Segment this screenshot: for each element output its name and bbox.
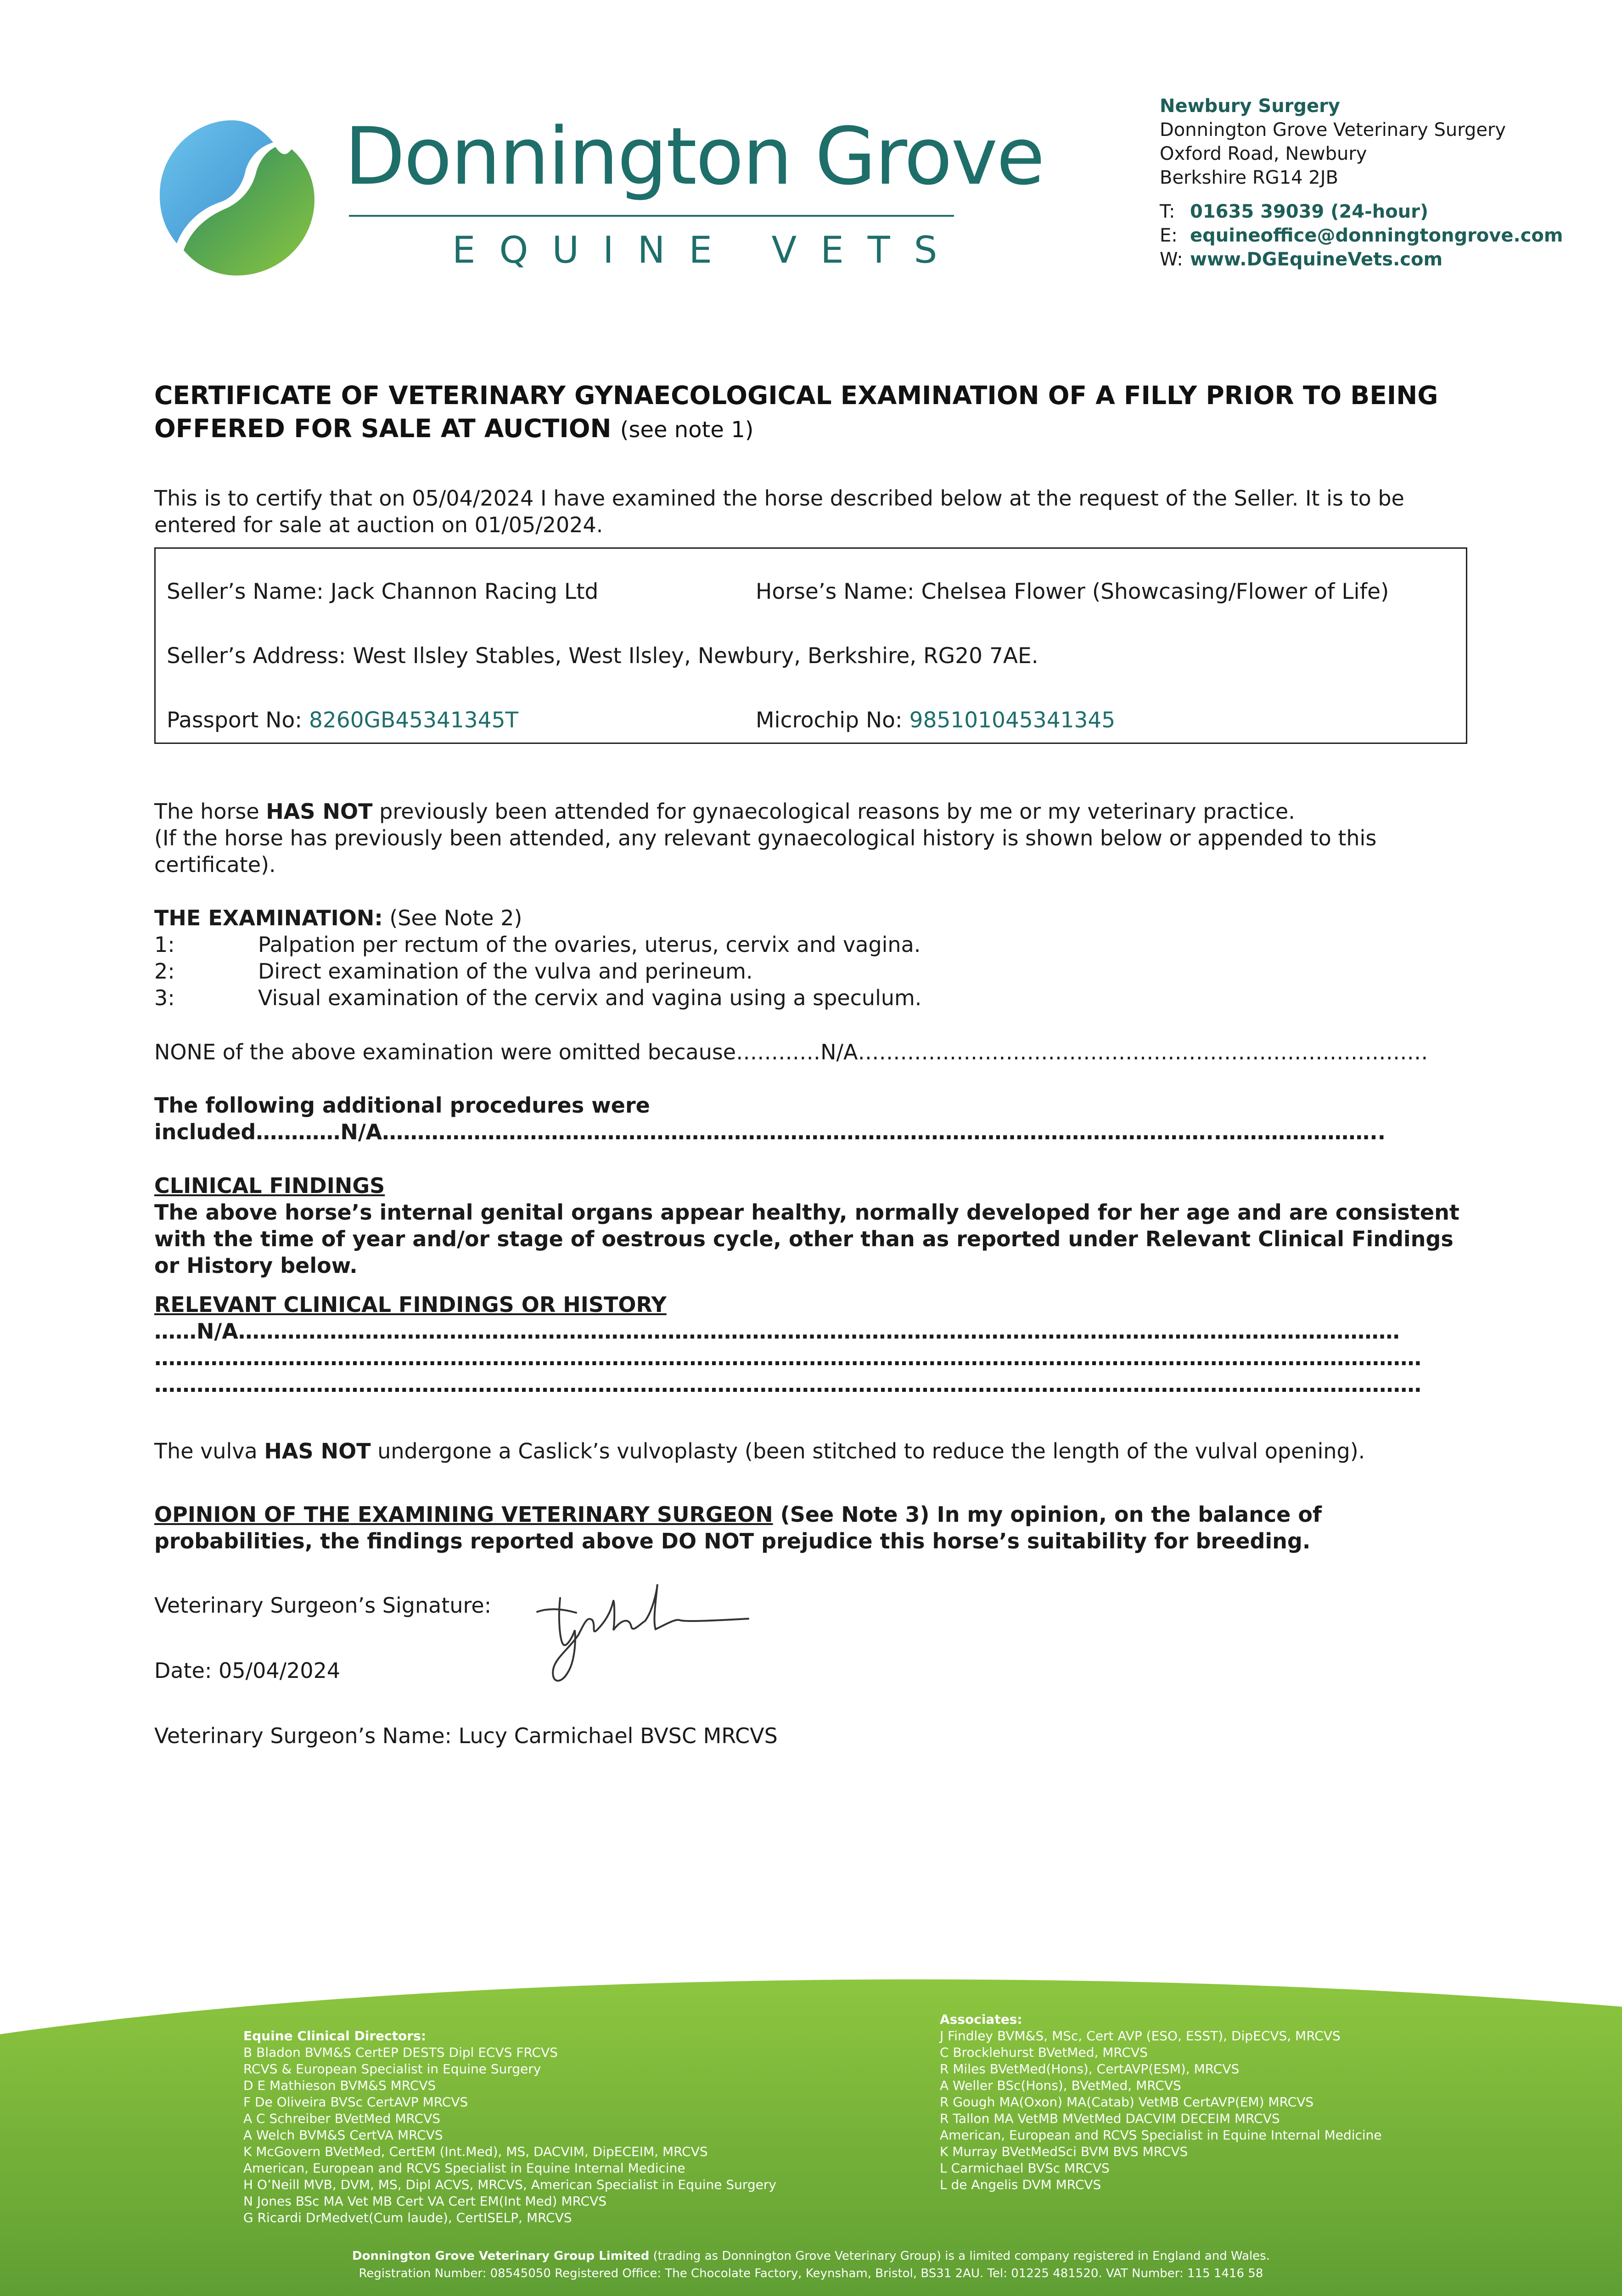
directors-heading: Equine Clinical Directors: xyxy=(243,2028,427,2043)
vulva-statement: The vulva HAS NOT undergone a Caslick’s vulvoplasty (been stitched to reduce the length of the vulval opening). xyxy=(154,1439,1365,1463)
relevant-findings-heading: RELEVANT CLINICAL FINDINGS OR HISTORY xyxy=(154,1292,667,1317)
clinical-findings-text: The above horse’s internal genital organs appear healthy, normally developed for her age and are consistent with the time of year and/or stage of oestrous cycle, other than as reported under Relevant Clinical Findings or History below. xyxy=(154,1200,1459,1278)
address-line: Donnington Grove Veterinary Surgery xyxy=(1160,119,1506,141)
brand-divider xyxy=(349,215,954,217)
clinical-findings-section xyxy=(154,1172,1467,1279)
tel-link[interactable]: 01635 39039 (24-hour) xyxy=(1190,201,1429,222)
website-link[interactable]: www.DGEquineVets.com xyxy=(1190,249,1443,270)
branch-name: Newbury Surgery xyxy=(1160,96,1340,117)
horse-head-logo xyxy=(152,115,326,280)
examination-item: 2: Direct examination of the vulva and perineum. xyxy=(154,959,753,984)
seller-name-field: Seller’s Name: Jack Channon Racing Ltd xyxy=(167,579,599,604)
examination-section xyxy=(154,905,1467,1011)
passport-field: Passport No: 8260GB45341345T xyxy=(167,708,519,733)
certificate-title-block xyxy=(154,379,1467,446)
horse-details-box xyxy=(154,547,1467,744)
attended-statement: The horse HAS NOT previously been attended for gynaecological reasons by me or my veterinary practice. (If the horse has previously been attended, any relevant gynaecological history is shown below or appended to this certificate). xyxy=(154,798,1467,878)
clinical-findings-heading: CLINICAL FINDINGS xyxy=(154,1173,385,1198)
examination-heading: THE EXAMINATION: xyxy=(154,906,383,930)
email-link[interactable]: equineoffice@donningtongrove.com xyxy=(1190,225,1563,246)
examination-item: 1: Palpation per rectum of the ovaries, uterus, cervix and vagina. xyxy=(154,932,921,957)
brand-name: Donnington Grove xyxy=(344,110,1044,203)
company-info: Donnington Grove Veterinary Group Limited (trading as Donnington Grove Veterinary Group) is a limited company registered in England and Wales. Registration Number: 08545050 Registered Office: The Chocolate Factory, Keynsham, Bristol, BS31 2AU. Tel: 01225 481520. VAT Number: 115 1416 58 xyxy=(0,2247,1622,2282)
address-line: Oxford Road, Newbury xyxy=(1160,143,1367,164)
brand-subtitle: EQUINE VETS xyxy=(452,229,961,271)
relevant-line: ……N/A………………………………………………………………………………………………………………………………………………… xyxy=(154,1319,1400,1344)
address-line: Berkshire RG14 2JB xyxy=(1160,167,1338,188)
opinion-section xyxy=(154,1501,1467,1554)
opinion-heading: OPINION OF THE EXAMINING VETERINARY SURGEON xyxy=(154,1502,773,1527)
omitted-statement: NONE of the above examination were omitted because…………N/A……………………………………………………………………… xyxy=(154,1040,1428,1064)
signature-date: Date: 05/04/2024 xyxy=(154,1658,341,1683)
title-note: (see note 1) xyxy=(620,417,754,443)
associates-list: Associates: J Findley BVM&S, MSc, Cert AVP (ESO, ESST), DipECVS, MRCVS C Brocklehurst BVetMed, MRCVS R Miles BVetMed(Hons), CertAVP(ESM), MRCVS A Weller BSc(Hons), BVetMed, MRCVS R Gough MA(Oxon) MA(Catab) VetMB CertAVP(EM) MRCVS R Tallon MA VetMB MVetMed DACVIM DECEIM MRCVS American, European and RCVS Specialist in Equine Internal Medicine K Murray BVetMedSci BVM BVS MRCVS L Carmichael BVSc MRCVS L de Angelis DVM MRCVS xyxy=(940,2012,1382,2192)
seller-address-field: Seller’s Address: West Ilsley Stables, West Ilsley, Newbury, Berkshire, RG20 7AE. xyxy=(167,643,1038,669)
web-label: W: xyxy=(1160,249,1183,270)
attended-note: (If the horse has previously been attended, any relevant gynaecological history is shown below or appended to this certificate). xyxy=(154,826,1377,877)
email-label: E: xyxy=(1160,225,1178,246)
signature-label: Veterinary Surgeon’s Signature: xyxy=(154,1593,492,1618)
surgeon-name: Veterinary Surgeon’s Name: Lucy Carmichael BVSC MRCVS xyxy=(154,1723,778,1748)
contact-block xyxy=(1160,94,1563,271)
directors-list: Equine Clinical Directors: B Bladon BVM&S CertEP DESTS Dipl ECVS FRCVS RCVS & European Specialist in Equine Surgery D E Mathieson BVM&S MRCVS F De Oliveira BVSc CertAVP MRCVS A C Schreiber BVetMed MRCVS A Welch BVM&S CertVA MRCVS K McGovern BVetMed, CertEM (Int.Med), MS, DACVIM, DipECEIM, MRCVS American, European and RCVS Specialist in Equine Internal Medicine H O’Neill MVB, DVM, MS, Dipl ACVS, MRCVS, American Specialist in Equine Surgery N Jones BSc MA Vet MB Cert VA Cert EM(Int Med) MRCVS G Ricardi DrMedvet(Cum laude), CertISELP, MRCVS xyxy=(243,2028,776,2225)
examination-note: (See Note 2) xyxy=(389,906,522,930)
tel-label: T: xyxy=(1160,201,1175,222)
additional-procedures: The following additional procedures were included…………N/A………………………………………………………………………………………………………..………………….. xyxy=(154,1093,1386,1144)
relevant-line: ……………………………………………………………………………………………………………………………………………………………… xyxy=(154,1345,1421,1370)
associates-heading: Associates: xyxy=(940,2012,1022,2027)
microchip-field: Microchip No: 985101045341345 xyxy=(756,708,1116,733)
relevant-line: ……………………………………………………………………………………………………………………………………………………………… xyxy=(154,1372,1421,1397)
intro-paragraph: This is to certify that on 05/04/2024 I have examined the horse described below at the request of the Seller. It is to be entered for sale at auction on 01/05/2024. xyxy=(154,486,1404,537)
horse-name-field: Horse’s Name: Chelsea Flower (Showcasing/Flower of Life) xyxy=(756,579,1389,604)
registration-info: Registration Number: 08545050 Registered Office: The Chocolate Factory, Keynsham, Bristol, BS31 2AU. Tel: 01225 481520. VAT Number: 115 1416 58 xyxy=(359,2267,1263,2280)
examination-item: 3: Visual examination of the cervix and vagina using a speculum. xyxy=(154,985,922,1010)
certificate-title: CERTIFICATE OF VETERINARY GYNAECOLOGICAL EXAMINATION OF A FILLY PRIOR TO BEING OFFERED FOR SALE AT AUCTION xyxy=(154,381,1438,443)
relevant-findings-section xyxy=(154,1291,1467,1398)
opinion-text: (See Note 3) In my opinion, on the balance of probabilities, the findings reported above DO NOT prejudice this horse’s suitability for breeding. xyxy=(154,1502,1322,1553)
